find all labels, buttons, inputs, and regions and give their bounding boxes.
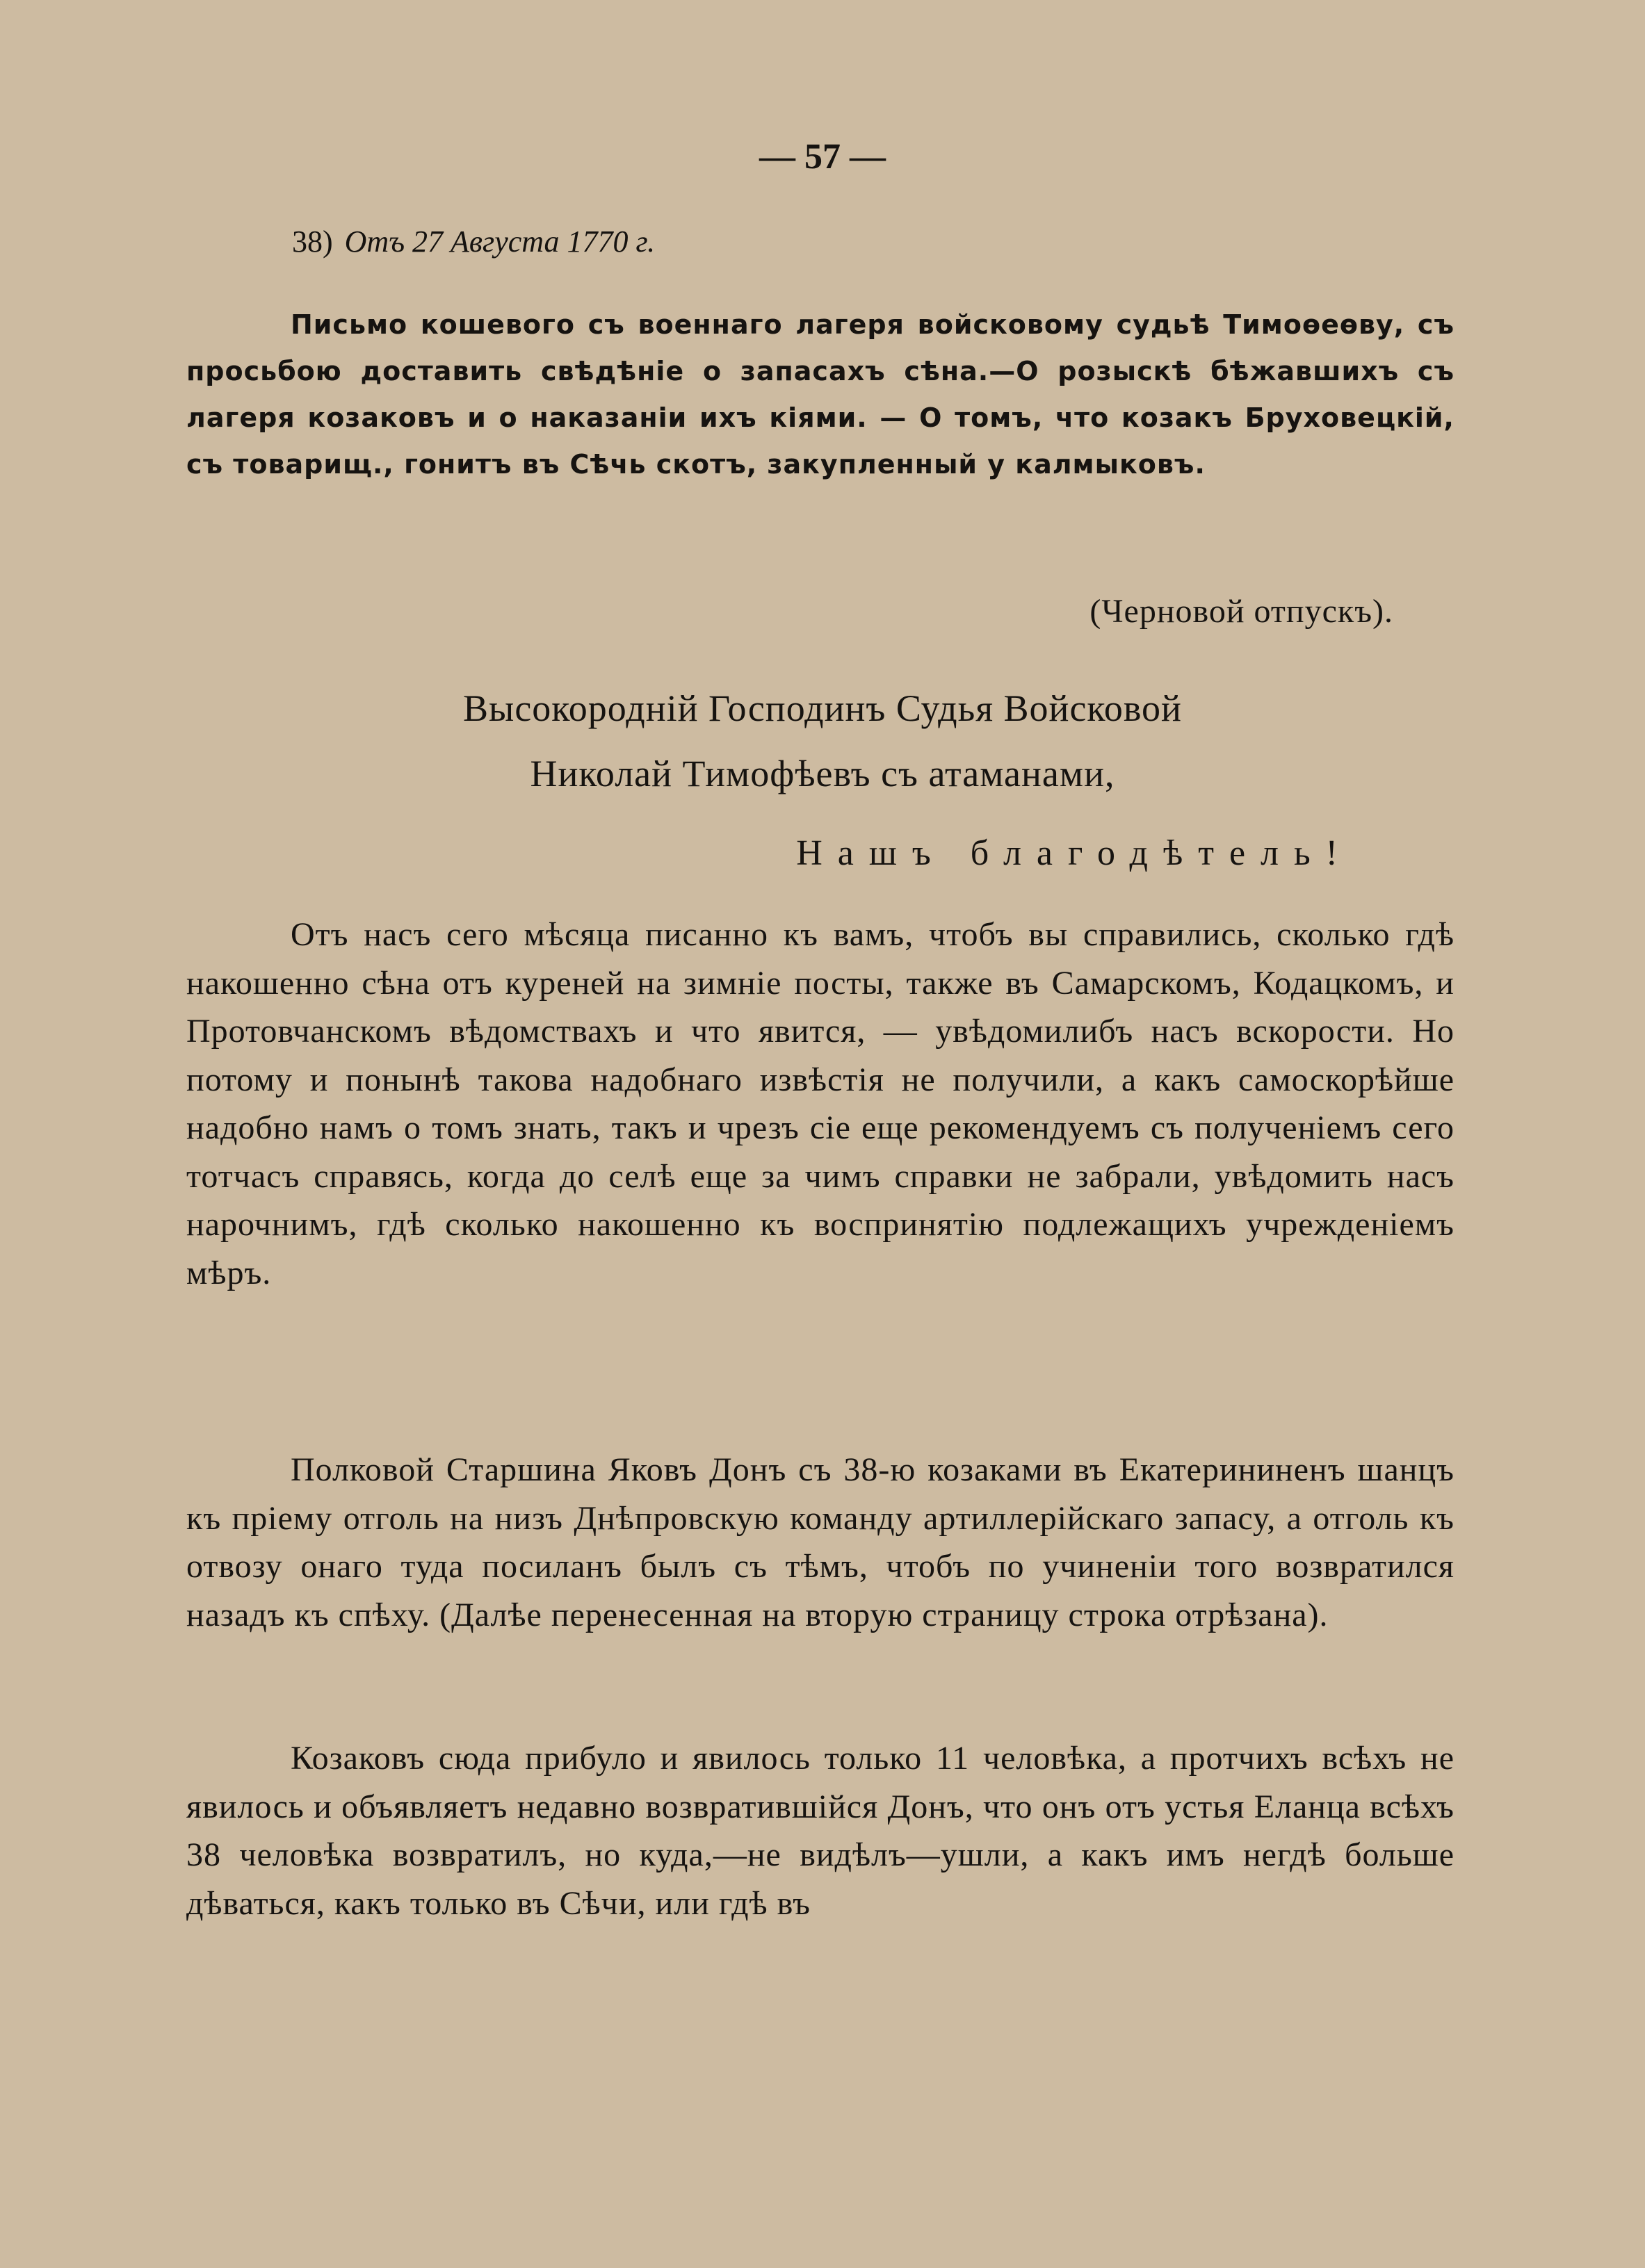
document-heading (292, 224, 655, 259)
draft-note: (Черновой отпускъ). (1089, 593, 1393, 630)
body-paragraph: Полковой Старшина Яковъ Донъ съ 38-ю козаками въ Екатерининенъ шанцъ къ пріему отголь на низъ Днѣпровскую команду артиллерійскаго запасу, а отголь къ отвозу онаго туда посиланъ былъ съ тѣмъ, чтобъ по учиненіи того возвратился назадъ къ спѣху. (Далѣе перенесенная на вторую страницу строка отрѣзана). (186, 1451, 1454, 1633)
document-date: Отъ 27 Августа 1770 г. (344, 225, 656, 259)
greeting: Нашъ благодѣтель! (796, 833, 1353, 873)
document-number: 38) (292, 225, 333, 259)
document-summary: Письмо кошевого съ военнаго лагеря войсковому судьѣ Тимоѳеѳву, съ просьбою доставить свѣдѣніе о запасахъ сѣна.—О розыскѣ бѣжавшихъ съ лагеря козаковъ и о наказаніи ихъ кіями. — О томъ, что козакъ Бруховецкій, съ товарищ., гонитъ въ Сѣчь скотъ, закупленный у калмыковъ. (186, 309, 1454, 480)
page-number: — 57 — (759, 137, 886, 177)
address-line-1: Высокородній Господинъ Судья Войсковой (463, 687, 1182, 729)
address-line-2: Николай Тимофѣевъ съ атаманами, (530, 753, 1115, 794)
body-paragraph: Козаковъ сюда прибуло и явилось только 11 человѣка, а протчихъ всѣхъ не явилось и объявляетъ недавно возвратившійся Донъ, что онъ отъ устья Еланца всѣхъ 38 человѣка возвратилъ, но куда,—не видѣлъ—ушли, а какъ имъ негдѣ больше дѣваться, какъ только въ Сѣчи, или гдѣ въ (186, 1740, 1454, 1922)
body-paragraph: Отъ насъ сего мѣсяца писанно къ вамъ, чтобъ вы справились, сколько гдѣ накошенно сѣна отъ куреней на зимніе посты, также въ Самарскомъ, Кодацкомъ, и Протовчанскомъ вѣдомствахъ и что явится, — увѣдомилибъ насъ вскорости. Но потому и понынѣ такова надобнаго извѣстія не получили, а какъ самоскорѣйше надобно намъ о томъ знать, такъ и чрезъ сіе еще рекомендуемъ съ полученіемъ сего тотчасъ справясь, когда до селѣ еще за чимъ справки не забрали, увѣдомить насъ нарочнимъ, гдѣ сколько накошенно къ воспринятію подлежащихъ учрежденіемъ мѣръ. (186, 916, 1454, 1291)
